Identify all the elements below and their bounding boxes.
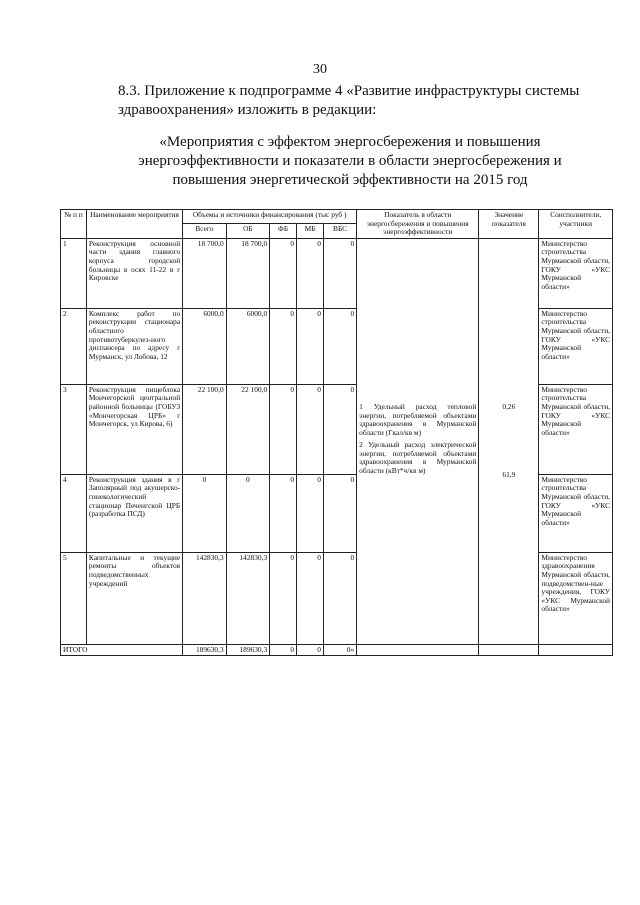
heading-line-3: повышения энергетической эффективности на 2015 год (172, 172, 528, 188)
row-vbs: 0 (323, 552, 356, 644)
header-vbs: ВБС (323, 224, 356, 238)
header-ob: ОБ (226, 224, 269, 238)
row-ob: 22 100,0 (226, 384, 269, 474)
value-cell (479, 238, 539, 644)
total-indicator-empty (357, 644, 479, 656)
row-total: 18 700,0 (183, 238, 226, 308)
row-mb: 0 (297, 552, 324, 644)
row-total: 0 (183, 474, 226, 552)
row-mb: 0 (297, 384, 324, 474)
total-ob: 189630,3 (226, 644, 269, 656)
row-mb: 0 (297, 308, 324, 384)
row-fb: 0 (270, 384, 297, 474)
total-mb: 0 (297, 644, 324, 656)
row-ob: 6000,0 (226, 308, 269, 384)
row-total: 142830,3 (183, 552, 226, 644)
header-indicator: Показатель в области энергосбережения и повышения энергоэффективности (357, 210, 479, 239)
table-header-row (61, 210, 613, 224)
row-name: Реконструкция пищеблока Мончегорской центральной районной больницы (ГОБУЗ «Мончегорская ЦРБ» г Мончегорск, ул Кирова, 6) (86, 384, 182, 474)
header-num: № п п (61, 210, 87, 239)
row-name: Реконструкция основной части здания главного корпуса городской больницы в осях 11-22 в г Кировске (86, 238, 182, 308)
intro-line-2: здравоохранения» изложить в редакции: (118, 102, 377, 118)
row-fb: 0 (270, 474, 297, 552)
total-value-empty (479, 644, 539, 656)
indicator-2: 2 Удельный расход электрической энергии, потребляемой объектами здравоохранения в Мурманской области (кВт*ч/кв м) (359, 440, 477, 476)
row-executors: Министерство строительства Мурманской области, ГОКУ «УКС Мурманской области» (539, 238, 613, 308)
indicator-1: 1 Удельный расход тепловой энергии, потребляемой объектами здравоохранения в Мурманской области (Гкал/кв м) (359, 401, 477, 437)
row-num: 4 (61, 474, 87, 552)
row-ob: 18 700,0 (226, 238, 269, 308)
row-ob: 142830,3 (226, 552, 269, 644)
row-total: 22 100,0 (183, 384, 226, 474)
row-name: Комплекс работ по реконструкции стационара областного противотуберкулез-ного диспансера по адресу г Мурманск, ул Лобова, 12 (86, 308, 182, 384)
row-vbs: 0 (323, 238, 356, 308)
header-funding: Объемы и источники финансирования (тыс руб ) (183, 210, 357, 224)
indicator-cell (357, 238, 479, 644)
row-name: Капитальные и текущие ремонты объектов подведомственных учреждений (86, 552, 182, 644)
intro-paragraph (118, 82, 618, 120)
row-executors: Министерство строительства Мурманской области, ГОКУ «УКС Мурманской области» (539, 308, 613, 384)
indicator-value-1: 0,26 (502, 401, 516, 411)
row-fb: 0 (270, 552, 297, 644)
page-number: 30 (313, 62, 327, 77)
row-executors: Министерство строительства Мурманской области, ГОКУ «УКС Мурманской области» (539, 384, 613, 474)
measures-table (60, 209, 613, 656)
row-mb: 0 (297, 238, 324, 308)
row-num: 2 (61, 308, 87, 384)
row-total: 6000,0 (183, 308, 226, 384)
row-mb: 0 (297, 474, 324, 552)
row-vbs: 0 (323, 384, 356, 474)
row-executors: Министерство здравоохранения Мурманской области, подведомствен-ные учреждения, ГОКУ «УКС Мурманской области» (539, 552, 613, 644)
row-ob: 0 (226, 474, 269, 552)
intro-line-1: 8.3. Приложение к подпрограмме 4 «Развитие инфраструктуры системы (118, 83, 580, 99)
total-label: ИТОГО (61, 644, 183, 656)
header-executors: Соисполнители, участники (539, 210, 613, 239)
row-vbs: 0 (323, 474, 356, 552)
total-row (61, 644, 613, 656)
row-num: 5 (61, 552, 87, 644)
row-fb: 0 (270, 308, 297, 384)
row-fb: 0 (270, 238, 297, 308)
total-fb: 0 (270, 644, 297, 656)
header-fb: ФБ (270, 224, 297, 238)
total-sum: 189630,3 (183, 644, 226, 656)
row-name: Реконструкция здания в г Заполярный под акушерско-гинекологический стационар Печенгской ЦРБ (разработка ПСД) (86, 474, 182, 552)
header-total: Всего (183, 224, 226, 238)
total-executors-empty (539, 644, 613, 656)
row-executors: Министерство строительства Мурманской области, ГОКУ «УКС Мурманской области» (539, 474, 613, 552)
header-mb: МБ (297, 224, 324, 238)
indicator-value-2: 61,9 (502, 470, 516, 480)
header-name: Наименование мероприятия (86, 210, 182, 239)
heading-line-1: «Мероприятия с эффектом энергосбережения и повышения (159, 134, 541, 150)
row-vbs: 0 (323, 308, 356, 384)
header-value: Значение показателя (479, 210, 539, 239)
table-row (61, 238, 613, 308)
heading-line-2: энергоэффективности и показатели в области энергосбережения и (138, 153, 562, 169)
total-vbs: 0» (323, 644, 356, 656)
document-heading (100, 133, 600, 190)
row-num: 3 (61, 384, 87, 474)
row-num: 1 (61, 238, 87, 308)
